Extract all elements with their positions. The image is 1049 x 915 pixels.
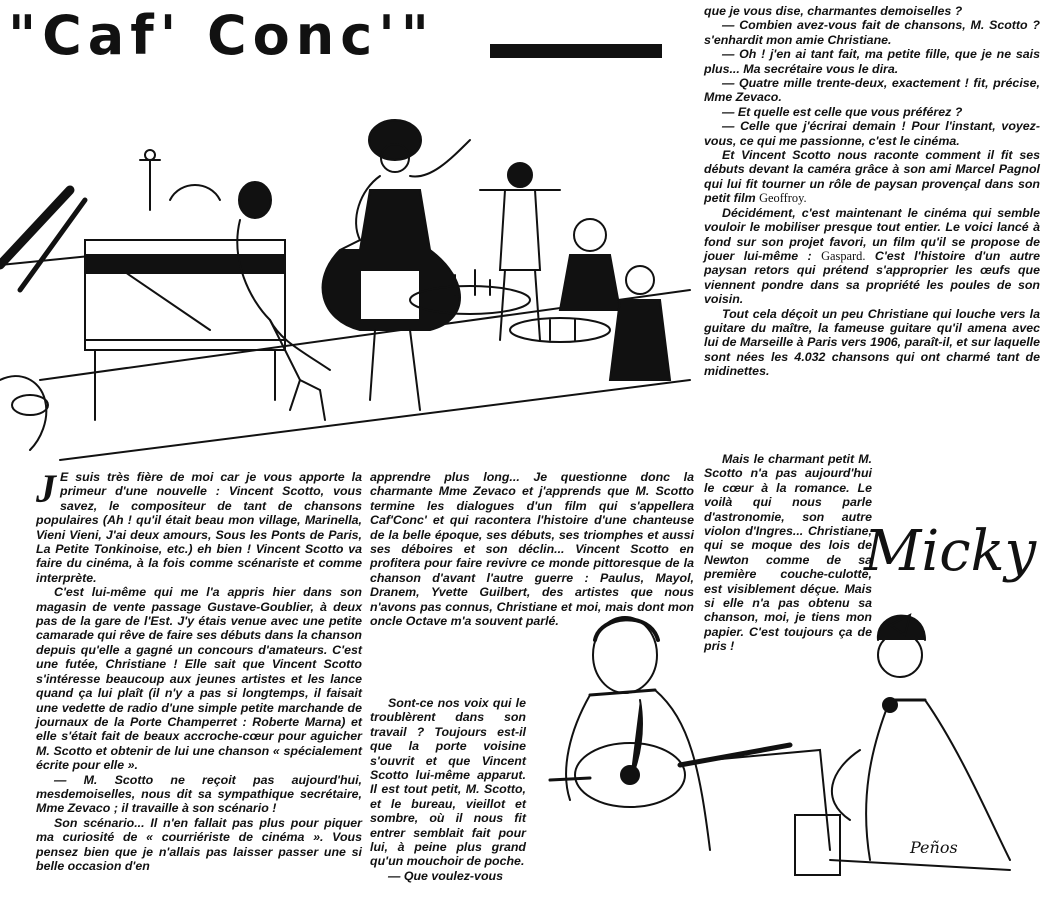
signature-text: Micky <box>864 519 1037 584</box>
paragraph-text: E suis très fière de moi car je vous apporte la primeur d'une nouvelle : Vincent Scotto, vous savez, le compositeur de tant de chansons populaires (Ah ! qu'il était beau mon village, Marinella, Vieni Vieni, J'ai deux amours, Sous les Ponts de Paris, La Petite Tonkinoise, etc.) eh bien ! Vincent Scotto va faire du cinéma, à la fois comme scénariste et comme interprète. <box>36 470 362 585</box>
paragraph: C'est lui-même qui me l'a appris hier dans son magasin de vente passage Gustave-Goublier, à deux pas de la gare de l'Est. J'y étais venue avec une petite camarade qui rêve de faire ses débuts dans la chanson depuis qu'elle a gagné un concours d'amateurs. C'est une futée, Christiane ! Elle sait que Vincent Scotto s'intéresse beaucoup aux jeunes artistes et les lance quand ça lui plaît (il n'y a pas si longtemps, il faisait une vedette de radio d'une simple petite marchande de journaux de la Porte Champerret : Roberte Marna) et elle s'était fait de beaux accroche-cœur pour aguicher M. Scotto et obtenir de lui une chanson « spécialement écrite pour elle ». <box>36 585 362 773</box>
paragraph-text: C'est l'histoire d'un autre paysan retors qui prétend s'approprier les œufs que viennent pondre dans sa propriété les poules de son voisin. <box>704 248 1040 307</box>
paragraph: — Que voulez-vous <box>388 868 503 883</box>
title-rule <box>490 44 662 58</box>
paragraph: que je vous dise, charmantes demoiselles ? <box>704 4 963 18</box>
paragraph: — Oh ! j'en ai tant fait, ma petite fille, que je ne sais plus... Ma secrétaire vous le dira. <box>704 47 1040 76</box>
author-signature <box>860 508 1038 598</box>
paragraph: — Et quelle est celle que vous préférez ? <box>722 104 963 119</box>
paragraph: apprendre plus long... Je questionne donc la charmante Mme Zevaco et j'apprends que M. Scotto termine les dialogues d'un film qui s'appellera Caf'Conc' et qui racontera l'histoire d'une chanteuse de la belle époque, ses débuts, ses triomphes et aussi ses déboires et son déclin... Vincent Scotto en profitera pour faire revivre ce monde pittoresque de la chanson d'avant l'autre guerre : Paulus, Mayol, Dranem, Yvette Guilbert, des artistes que nous n'avons pas connus, Christiane et moi, mais dont mon oncle Octave m'a souvent parlé. <box>370 470 694 629</box>
cafe-concert-illustration <box>0 80 700 465</box>
paragraph: Sont-ce nos voix qui le troublèrent dans son travail ? Toujours est-il que la porte voisine s'ouvrit et que Vincent Scotto lui-même apparut. Il est tout petit, M. Scotto, et le bureau, vieillot et sombre, où il nous fit entrer semblait fait pour lui, à peine plus grand qu'un mouchoir de poche. <box>370 696 526 869</box>
article-title: "Caf' Conc'" <box>8 4 435 67</box>
film-title: Geoffroy. <box>759 191 807 206</box>
paragraph: Mais le charmant petit M. Scotto n'a pas aujourd'hui le cœur à la romance. Le voilà qui nous parle d'astronomie, son autre violon d'Ingres... Christiane, qui se moque des lois de Newton comme de sa première couche-culotte, est visiblement déçue. Mais si elle n'a pas obtenu sa chanson, moi, je tiens mon papier. C'est toujours ça de pris ! <box>704 452 872 654</box>
article-column-1 <box>36 466 362 873</box>
paragraph-text: Décidément, c'est maintenant le cinéma qui semble vouloir le mobiliser presque tout entier. Le voici lancé à fond sur son projet favori, un film qu'il se propose de jouer lui-même : <box>704 205 1040 263</box>
paragraph: — M. Scotto ne reçoit pas aujourd'hui, mesdemoiselles, nous dit sa sympathique secrétaire, Mme Zevaco ; il travaille à son scénario ! <box>36 772 362 816</box>
paragraph: Tout cela déçoit un peu Christiane qui louche vers la guitare du maître, la fameuse guitare qu'il amena avec lui de Marseille à Paris vers 1906, paraît-il, et sur laquelle sont nées les 4.032 chansons qui ont charmé tant de midinettes. <box>704 306 1040 379</box>
article-column-2-narrow <box>370 696 526 883</box>
paragraph-text: Et Vincent Scotto nous raconte comment il fit ses débuts devant la caméra grâce à son ami Marcel Pagnol qui lui fit tourner un rôle de paysan provençal dans son petit film <box>704 148 1040 206</box>
paragraph <box>36 466 362 585</box>
paragraph: — Quatre mille trente-deux, exactement ! fit, précise, Mme Zevaco. <box>704 76 1040 105</box>
paragraph: Son scénario... Il n'en fallait pas plus pour piquer ma curiosité de « courriériste de cinéma ». Vous pensez bien que je n'allais pas laisser passer une si belle occasion d'en <box>36 815 362 873</box>
article-column-3 <box>704 4 1040 379</box>
paragraph: — Celle que j'écrirai demain ! Pour l'instant, voyez-vous, ce qui me passionne, c'est le cinéma. <box>704 119 1040 148</box>
drop-cap: J <box>36 466 56 511</box>
film-title: Gaspard. <box>821 248 866 263</box>
paragraph: — Combien avez-vous fait de chansons, M. Scotto ? s'enhardit mon amie Christiane. <box>704 18 1040 47</box>
illustrator-signature: Peños <box>910 838 958 857</box>
paragraph <box>704 206 1040 307</box>
paragraph <box>704 148 1040 206</box>
